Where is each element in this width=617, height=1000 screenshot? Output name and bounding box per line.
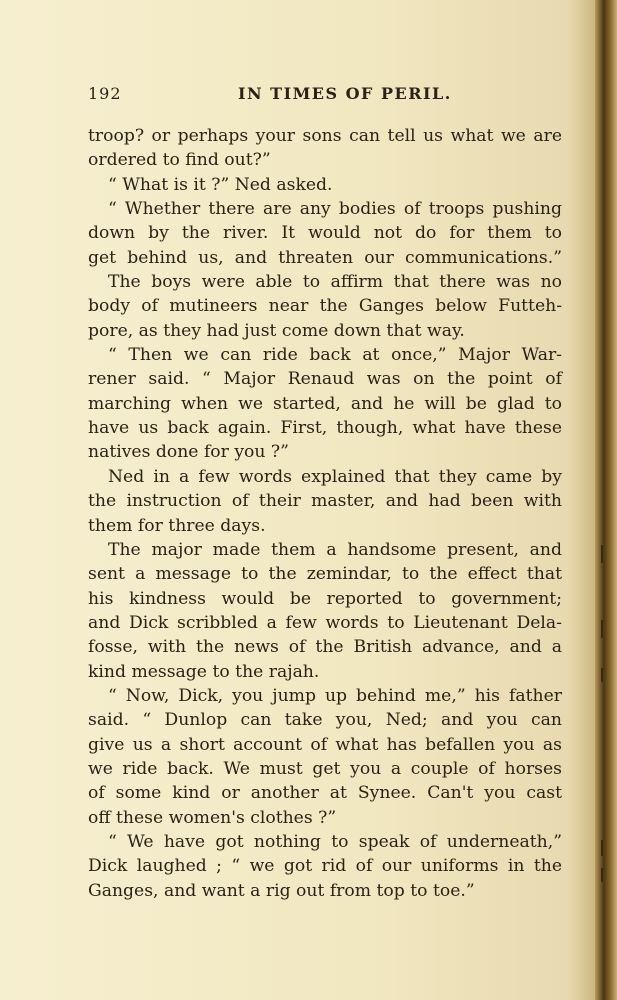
text-line: we ride back. We must get you a couple of horses	[88, 758, 562, 779]
text-line: have us back again. First, though, what have these	[88, 418, 562, 439]
running-title: IN TIMES OF PERIL.	[238, 84, 452, 103]
text-line: the instruction of their master, and had been with	[88, 491, 562, 512]
text-line: kind message to the rajah.	[88, 661, 320, 682]
text-line: Dick laughed ; “ we got rid of our uniforms in the	[88, 856, 562, 877]
page-text	[88, 124, 562, 903]
text-line: The major made them a handsome present, and	[108, 539, 562, 560]
text-line: marching when we started, and he will be glad to	[88, 393, 562, 414]
gutter-mark	[601, 620, 603, 638]
text-line: his kindness would be reported to government;	[88, 588, 562, 609]
text-line: down by the river. It would not do for them to	[88, 223, 562, 244]
book-gutter	[595, 0, 617, 1000]
text-line: Ganges, and want a rig out from top to toe.”	[88, 880, 475, 901]
text-line: pore, as they had just come down that way.	[88, 320, 465, 341]
text-line: said. “ Dunlop can take you, Ned; and you can	[88, 710, 562, 731]
text-line: “ We have got nothing to speak of underneath,”	[108, 831, 562, 852]
text-line: “ What is it ?” Ned asked.	[108, 174, 333, 195]
text-line: body of mutineers near the Ganges below Futteh-	[88, 296, 562, 317]
text-line: “ Now, Dick, you jump up behind me,” his father	[108, 685, 562, 706]
text-line: natives done for you ?”	[88, 442, 289, 463]
text-line: sent a message to the zemindar, to the effect that	[88, 564, 562, 585]
text-line: off these women's clothes ?”	[88, 807, 337, 828]
text-line: The boys were able to affirm that there was no	[108, 272, 562, 293]
gutter-mark	[601, 868, 603, 882]
text-line: “ Whether there are any bodies of troops pushing	[108, 199, 562, 220]
gutter-mark	[601, 545, 603, 563]
text-line: get behind us, and threaten our communications.”	[88, 247, 562, 268]
text-line: ordered to find out?”	[88, 150, 271, 171]
text-line: fosse, with the news of the British advance, and a	[88, 637, 562, 658]
text-line: and Dick scribbled a few words to Lieutenant Dela-	[88, 612, 562, 633]
gutter-mark	[601, 840, 603, 856]
text-line: them for three days.	[88, 515, 266, 536]
page-number: 192	[88, 84, 122, 103]
gutter-mark	[601, 668, 603, 682]
text-line: Ned in a few words explained that they came by	[108, 466, 562, 487]
text-line: “ Then we can ride back at once,” Major War-	[108, 345, 562, 366]
text-line: of some kind or another at Synee. Can't you cast	[88, 783, 562, 804]
text-line: troop? or perhaps your sons can tell us what we are	[88, 126, 562, 146]
text-line: give us a short account of what has befallen you as	[88, 734, 562, 755]
text-line: rener said. “ Major Renaud was on the point of	[88, 369, 562, 390]
